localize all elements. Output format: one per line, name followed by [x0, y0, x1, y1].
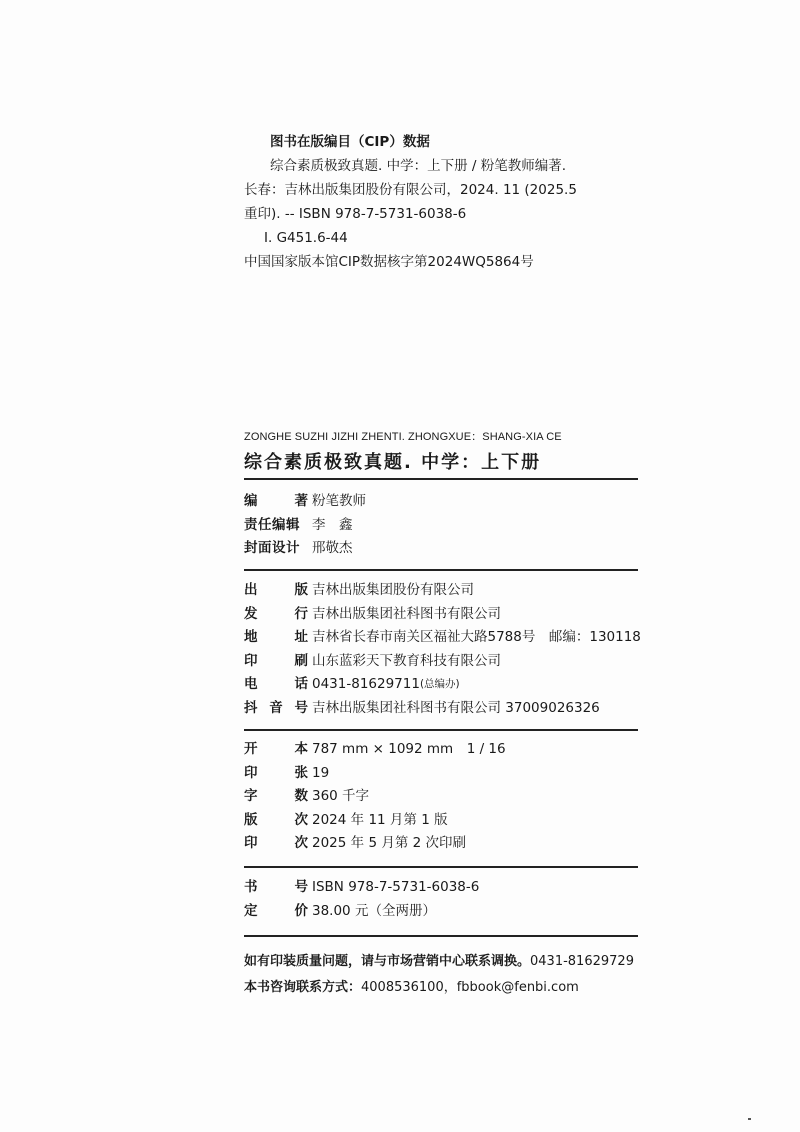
field-value: 吉林出版集团股份有限公司: [312, 582, 474, 598]
publisher-row: [244, 626, 644, 650]
field-value: 山东蓝彩天下教育科技有限公司: [312, 652, 501, 669]
divider: [244, 569, 638, 571]
cip-line-5: 中国国家版本馆CIP数据核字第2024WQ5864号: [244, 254, 534, 270]
cip-line-1: 综合素质极致真题. 中学：上下册 / 粉笔教师编著.: [270, 158, 567, 174]
field-value: 787 mm × 1092 mm 1 / 16: [312, 741, 506, 757]
publisher-row: [244, 697, 644, 721]
publisher-row: [244, 579, 644, 603]
field-label: [244, 876, 308, 900]
field-label: [244, 537, 308, 561]
field-label-char: 张: [294, 764, 308, 781]
field-value: 粉笔教师: [312, 493, 366, 509]
field-value: 360 千字: [312, 788, 370, 804]
field-label-char: 编: [244, 493, 258, 509]
pricing-row: [244, 900, 644, 924]
divider: [244, 729, 638, 731]
field-label-char: 号: [294, 879, 308, 895]
publisher-row: [244, 673, 644, 697]
field-label: [244, 785, 308, 809]
publisher-row: [244, 603, 644, 627]
field-label-char: 定: [244, 902, 258, 919]
contact-notice: [244, 976, 579, 995]
field-label-char: 号: [294, 699, 308, 716]
field-label-char: 字: [244, 788, 258, 804]
field-value: 2024 年 11 月第 1 版: [312, 811, 448, 828]
field-label-char: 行: [294, 605, 308, 622]
field-value: 吉林出版集团社科图书有限公司 37009026326: [312, 699, 600, 716]
cip-line-3: 重印). -- ISBN 978-7-5731-6038-6: [244, 206, 467, 222]
field-label-char: 封面设计: [244, 540, 300, 556]
credits-row: [244, 490, 644, 514]
field-label-char: 书: [244, 879, 258, 895]
field-label-char: 本: [294, 741, 308, 757]
credits-row: [244, 514, 644, 538]
field-label-char: 次: [294, 835, 308, 851]
field-label: [244, 626, 308, 650]
field-label-char: 开: [244, 741, 258, 757]
field-label-char: 价: [294, 902, 308, 919]
field-value: ISBN 978-7-5731-6038-6: [312, 879, 480, 895]
specs-row: [244, 809, 644, 833]
field-label: [244, 650, 308, 674]
field-label: [244, 900, 308, 924]
cip-line-4: Ⅰ. G451.6-44: [264, 230, 348, 246]
field-value: 吉林省长春市南关区福祉大路5788号 邮编：130118: [312, 629, 641, 645]
field-label-char: 印: [244, 764, 258, 781]
publisher-row: [244, 650, 644, 674]
book-pinyin-title: ZONGHE SUZHI JIZHI ZHENTI. ZHONGXUE：SHANG-XIA CE: [244, 431, 562, 443]
specs-row: [244, 832, 644, 856]
field-label: [244, 697, 308, 721]
field-label-char: 地: [244, 629, 258, 645]
book-title: 综合素质极致真题. 中学：上下册: [244, 452, 542, 473]
credits-section: [244, 490, 644, 561]
specs-row: [244, 738, 644, 762]
field-label-char: 版: [294, 582, 308, 598]
cip-title: 图书在版编目（CIP）数据: [270, 134, 430, 150]
divider: [244, 935, 638, 937]
divider: [244, 478, 638, 480]
specs-row: [244, 762, 644, 786]
field-label-char: 话: [294, 676, 308, 692]
scan-speck: [748, 1118, 751, 1120]
field-label: [244, 603, 308, 627]
field-label-char: 址: [294, 629, 308, 645]
cip-block: [244, 130, 664, 274]
field-label-char: 责任编辑: [244, 516, 300, 533]
pricing-section: [244, 876, 644, 923]
field-label-char: 版: [244, 811, 258, 828]
contact-label: 本书咨询联系方式：: [244, 980, 362, 995]
field-label-char: 音: [269, 699, 283, 716]
field-label: [244, 738, 308, 762]
field-label: [244, 762, 308, 786]
field-value: 吉林出版集团社科图书有限公司: [312, 605, 501, 622]
field-label: [244, 832, 308, 856]
field-label: [244, 579, 308, 603]
cip-line-2: 长春：吉林出版集团股份有限公司，2024. 11 (2025.5: [244, 182, 577, 198]
field-value: 邢敬杰: [312, 540, 353, 556]
specs-row: [244, 785, 644, 809]
field-label: [244, 673, 308, 697]
pricing-row: [244, 876, 644, 900]
field-value: 2025 年 5 月第 2 次印刷: [312, 835, 466, 851]
field-value: 李 鑫: [312, 516, 353, 533]
field-label-char: 出: [244, 582, 258, 598]
field-label: [244, 809, 308, 833]
field-label-char: 数: [294, 788, 308, 804]
divider: [244, 866, 638, 868]
field-label-char: 印: [244, 835, 258, 851]
contact-value: 4008536100，fbbook@fenbi.com: [361, 980, 579, 995]
credits-row: [244, 537, 644, 561]
field-label: [244, 490, 308, 514]
field-label-char: 电: [244, 676, 258, 692]
field-label-char: 印: [244, 652, 258, 669]
field-label-char: 发: [244, 605, 258, 622]
field-label-char: 抖: [244, 699, 258, 716]
quality-phone: 0431-81629729: [530, 954, 634, 969]
field-note: (总编办): [419, 678, 460, 690]
field-label-char: 次: [294, 811, 308, 828]
field-value: 0431-81629711: [312, 676, 420, 692]
quality-notice: [244, 950, 634, 969]
field-label: [244, 514, 308, 538]
field-label-char: 刷: [294, 652, 308, 669]
field-label-char: 著: [294, 493, 308, 509]
specs-section: [244, 738, 644, 856]
quality-notice-text: 如有印装质量问题，请与市场营销中心联系调换。: [244, 954, 531, 969]
field-value: 38.00 元（全两册）: [312, 902, 436, 919]
publisher-section: [244, 579, 644, 720]
field-value: 19: [312, 764, 330, 781]
